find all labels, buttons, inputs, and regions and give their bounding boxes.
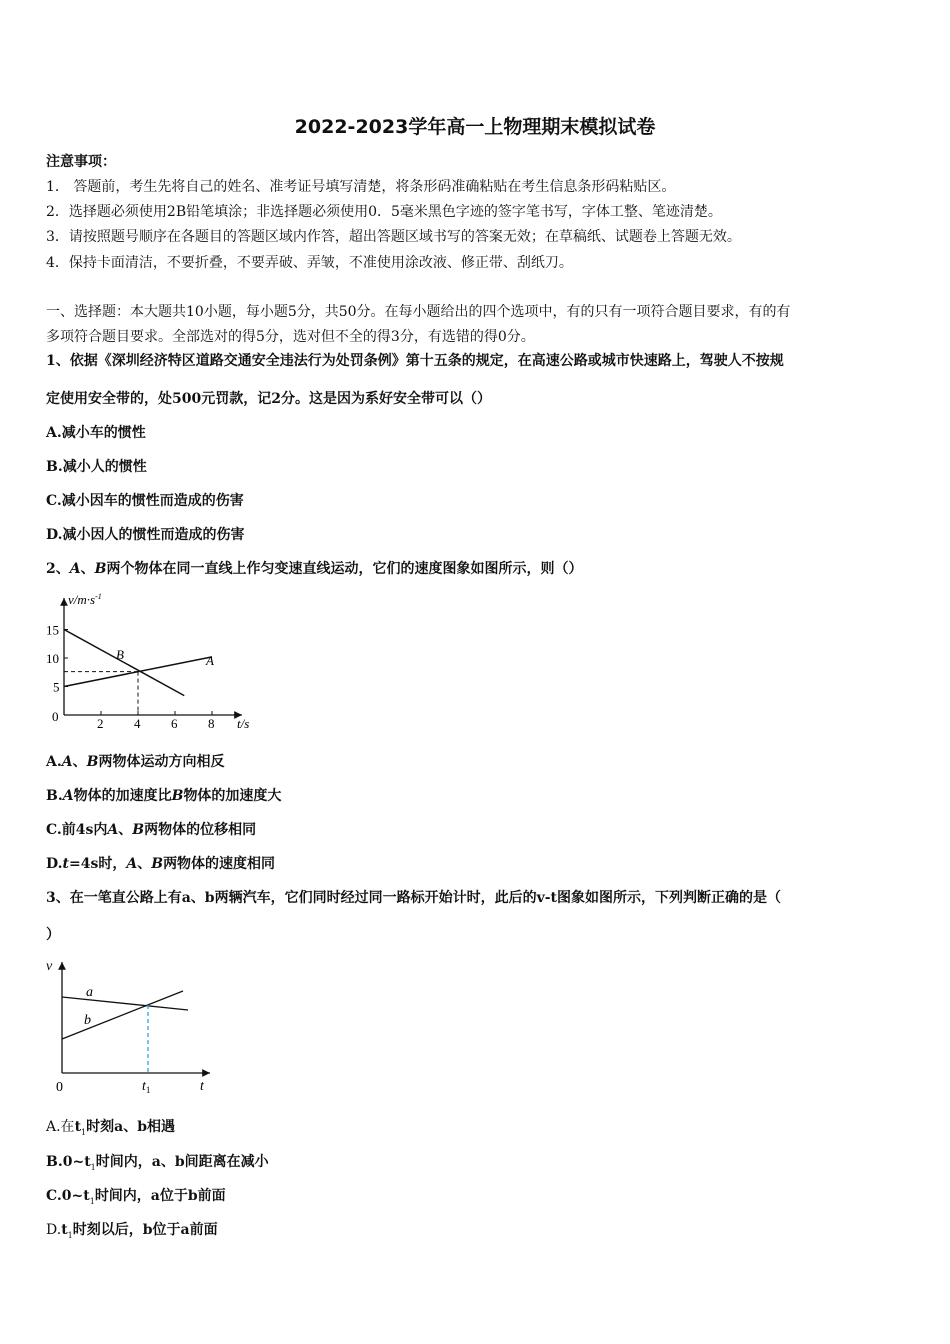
q3-option-c: $C.0\sim t_1$时间内，a位于b前面 — [46, 1188, 226, 1206]
q2-option-b: B.A物体的加速度比B物体的加速度大 — [46, 788, 282, 804]
q1-option-b: B.减小人的惯性 — [46, 459, 147, 475]
notice-item-3: 3．请按照题号顺序在各题目的答题区域内作答，超出答题区域书写的答案无效；在草稿纸、试题卷上答题无效。 — [46, 229, 741, 245]
q2-series-b-line — [64, 630, 184, 696]
q2-option-a: A.A、B两物体运动方向相反 — [46, 754, 225, 770]
notice-heading: 注意事项： — [46, 154, 116, 170]
q3-stem-line2: ） — [46, 927, 60, 943]
notice-item-4: 4．保持卡面清洁，不要折叠，不要弄破、弄皱，不准使用涂改液、修正带、刮纸刀。 — [46, 255, 573, 271]
q2-label-b: B — [116, 647, 124, 662]
notice-item-2: 2．选择题必须使用2B铅笔填涂；非选择题必须使用0．5毫米黑色字迹的签字笔书写，字体工整、笔迹清楚。 — [46, 204, 722, 220]
q3-line-b — [62, 991, 183, 1039]
q3-stem-line1: 3、在一笔直公路上有a、b两辆汽车，它们同时经过同一路标开始计时，此后的v-t图象如图所示，下列判断正确的是（ — [46, 890, 782, 906]
q2-velocity-chart — [44, 588, 264, 738]
q2-y-label: $v/m\cdot s^{-1}$ — [68, 592, 102, 607]
q2-y-tick-label: 5 — [53, 679, 60, 695]
q2-y-tick-label: 15 — [46, 622, 59, 638]
q3-v-label: v — [46, 959, 53, 974]
q3-t1-label: $t_1$ — [142, 1079, 151, 1095]
q3-origin-label: 0 — [56, 1080, 63, 1095]
section-instructions-line2: 多项符合题目要求。全部选对的得5分，选对但不全的得3分，有选错的得0分。 — [46, 329, 535, 345]
q1-option-c: C.减小因车的惯性而造成的伤害 — [46, 493, 244, 509]
q2-label-a: A — [206, 653, 214, 668]
notice-item-1: 1． 答题前，考生先将自己的姓名、准考证号填写清楚，将条形码准确粘贴在考生信息条形码粘贴区。 — [46, 179, 676, 195]
q2-option-d: D.t=4s时，A、B两物体的速度相同 — [46, 856, 276, 872]
q3-option-a: A.在$t_1$时刻a、b相遇 — [46, 1119, 175, 1137]
q2-x-tick-label: 6 — [171, 716, 178, 731]
q1-option-d: D.减小因人的惯性而造成的伤害 — [46, 527, 245, 543]
section-instructions-line1: 一、选择题：本大题共10小题，每小题5分，共50分。在每小题给出的四个选项中，有的只有一项符合题目要求，有的有 — [46, 304, 791, 320]
q3-option-b: $B.0\sim t_1$时间内，a、b间距离在减小 — [46, 1154, 269, 1172]
q1-option-a: A.减小车的惯性 — [46, 425, 146, 441]
q2-x-tick-label: 4 — [134, 716, 141, 731]
page-title: 2022-2023学年高一上物理期末模拟试卷 — [294, 116, 656, 138]
q3-label-b: b — [84, 1013, 91, 1028]
q2-y-tick-label: 10 — [46, 651, 59, 666]
q2-option-c: C.前4s内A、B两物体的位移相同 — [46, 822, 257, 838]
q3-option-d: $D.t_1$时刻以后，b位于a前面 — [46, 1222, 218, 1240]
q3-label-a: a — [86, 985, 93, 1000]
q3-line-a — [62, 997, 188, 1010]
q2-x-tick-label: 8 — [208, 716, 215, 731]
q2-x-label: t/s — [237, 716, 250, 731]
q2-x-tick-label: 2 — [97, 716, 104, 731]
q3-t-label: t — [200, 1079, 204, 1094]
q2-origin-label: 0 — [52, 709, 59, 724]
q3-vt-graph — [40, 956, 230, 1096]
q1-stem-line2: 定使用安全带的，处500元罚款，记2分。这是因为系好安全带可以（） — [46, 391, 491, 407]
q2-stem: 2、A、B两个物体在同一直线上作匀变速直线运动，它们的速度图象如图所示，则（） — [46, 561, 583, 577]
q1-stem-line1: 1、依据《深圳经济特区道路交通安全违法行为处罚条例》第十五条的规定，在高速公路或城市快速路上，驾驶人不按规 — [46, 353, 784, 369]
